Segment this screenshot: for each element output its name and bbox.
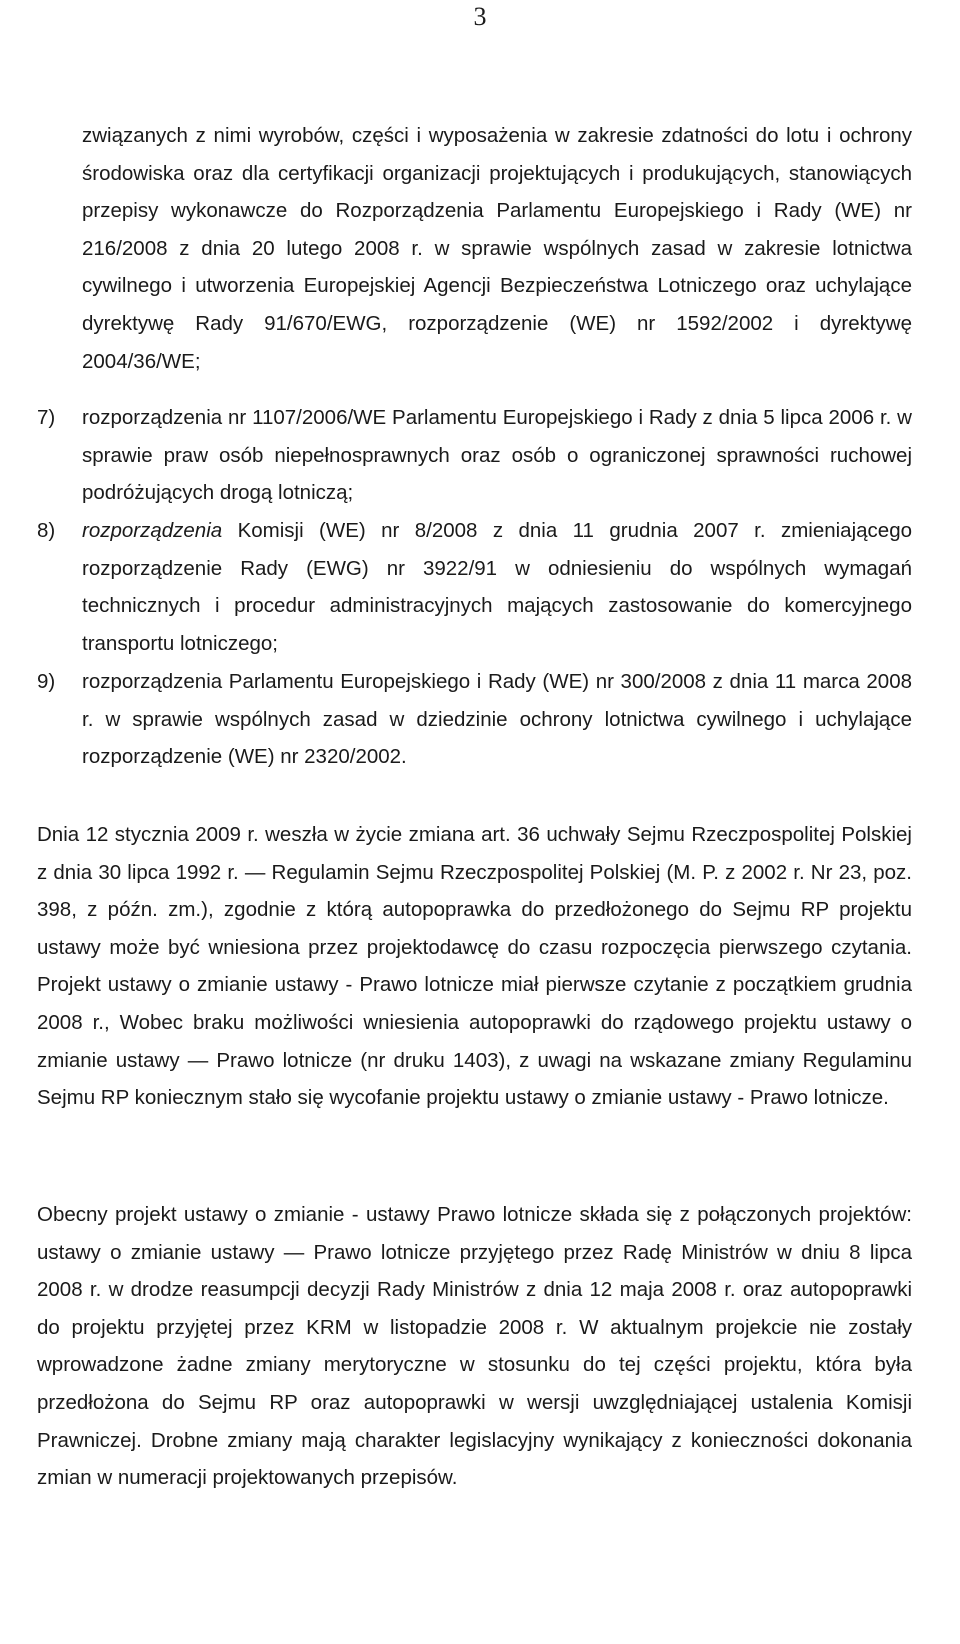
list-item-number: 9): [37, 670, 56, 693]
list-item-text: [82, 512, 912, 662]
continuation-text: związanych z nimi wyrobów, części i wyposażenia w zakresie zdatności do lotu i ochrony środowiska oraz dla certyfikacji organizacji projektujących i produkujących, stanowiących przepisy wykonawcze do Rozporządzenia Parlamentu Europejskiego i Rady (WE) nr 216/2008 z dnia 20 lutego 2008 r. w sprawie wspólnych zasad w zakresie lotnictwa cywilnego i utworzenia Europejskiej Agencji Bezpieczeństwa Lotniczego oraz uchylające dyrektywę Rady 91/670/EWG, rozporządzenie (WE) nr 1592/2002 i dyrektywę 2004/36/WE;: [82, 124, 912, 373]
list-item-number: 7): [37, 406, 56, 429]
body-paragraph: Obecny projekt ustawy o zmianie - ustawy Prawo lotnicze składa się z połączonych projektów: ustawy o zmianie ustawy — Prawo lotnicze przyjętego przez Radę Ministrów w dniu 8 lipca 2008 r. w drodze reasumpcji decyzji Rady Ministrów z dnia 12 maja 2008 r. oraz autopoprawki do projektu przyjętej przez KRM w listopadzie 2008 r. W aktualnym projekcie nie zostały wprowadzone żadne zmiany merytoryczne w stosunku do tej części projektu, która była przedłożona do Sejmu RP oraz autopoprawki w wersji uwzględniającej ustalenia Komisji Prawniczej. Drobne zmiany mają charakter legislacyjny wynikający z konieczności dokonania zmian w numeracji projektowanych przepisów.: [37, 1203, 912, 1490]
list-item-text: rozporządzenia Parlamentu Europejskiego i Rady (WE) nr 300/2008 z dnia 11 marca 2008 r. w sprawie wspólnych zasad w dziedzinie ochrony lotnictwa cywilnego i uchylające rozporządzenie (WE) nr 2320/2002.: [82, 670, 912, 769]
list-item-italic-term: rozporządzenia: [82, 519, 223, 542]
list-item-number: 8): [37, 519, 56, 542]
page-number: 3: [473, 2, 487, 31]
body-paragraph: Dnia 12 stycznia 2009 r. weszła w życie zmiana art. 36 uchwały Sejmu Rzeczpospolitej Polskiej z dnia 30 lipca 1992 r. — Regulamin Sejmu Rzeczpospolitej Polskiej (M. P. z 2002 r. Nr 23, poz. 398, z późn. zm.), zgodnie z którą autopoprawka do przedłożonego do Sejmu RP projektu ustawy może być wniesiona przez projektodawcę do czasu rozpoczęcia pierwszego czytania. Projekt ustawy o zmianie ustawy - Prawo lotnicze miał pierwsze czytanie z początkiem grudnia 2008 r., Wobec braku możliwości wniesienia autopoprawki do rządowego projektu ustawy o zmianie ustawy — Prawo lotnicze (nr druku 1403), z uwagi na wskazane zmiany Regulaminu Sejmu RP koniecznym stało się wycofanie projektu ustawy o zmianie ustawy - Prawo lotnicze.: [37, 823, 912, 1110]
list-item-text-rest: Komisji (WE) nr 8/2008 z dnia 11 grudnia 2007 r. zmieniającego rozporządzenie Rady (EWG) nr 3922/91 w odniesieniu do wspólnych wymagań technicznych i procedur administracyjnych mających zastosowanie do komercyjnego transportu lotniczego;: [82, 519, 912, 655]
list-item-text: rozporządzenia nr 1107/2006/WE Parlamentu Europejskiego i Rady z dnia 5 lipca 2006 r. w sprawie praw osób niepełnosprawnych oraz osób o ograniczonej sprawności ruchowej podróżujących drogą lotniczą;: [82, 406, 912, 505]
